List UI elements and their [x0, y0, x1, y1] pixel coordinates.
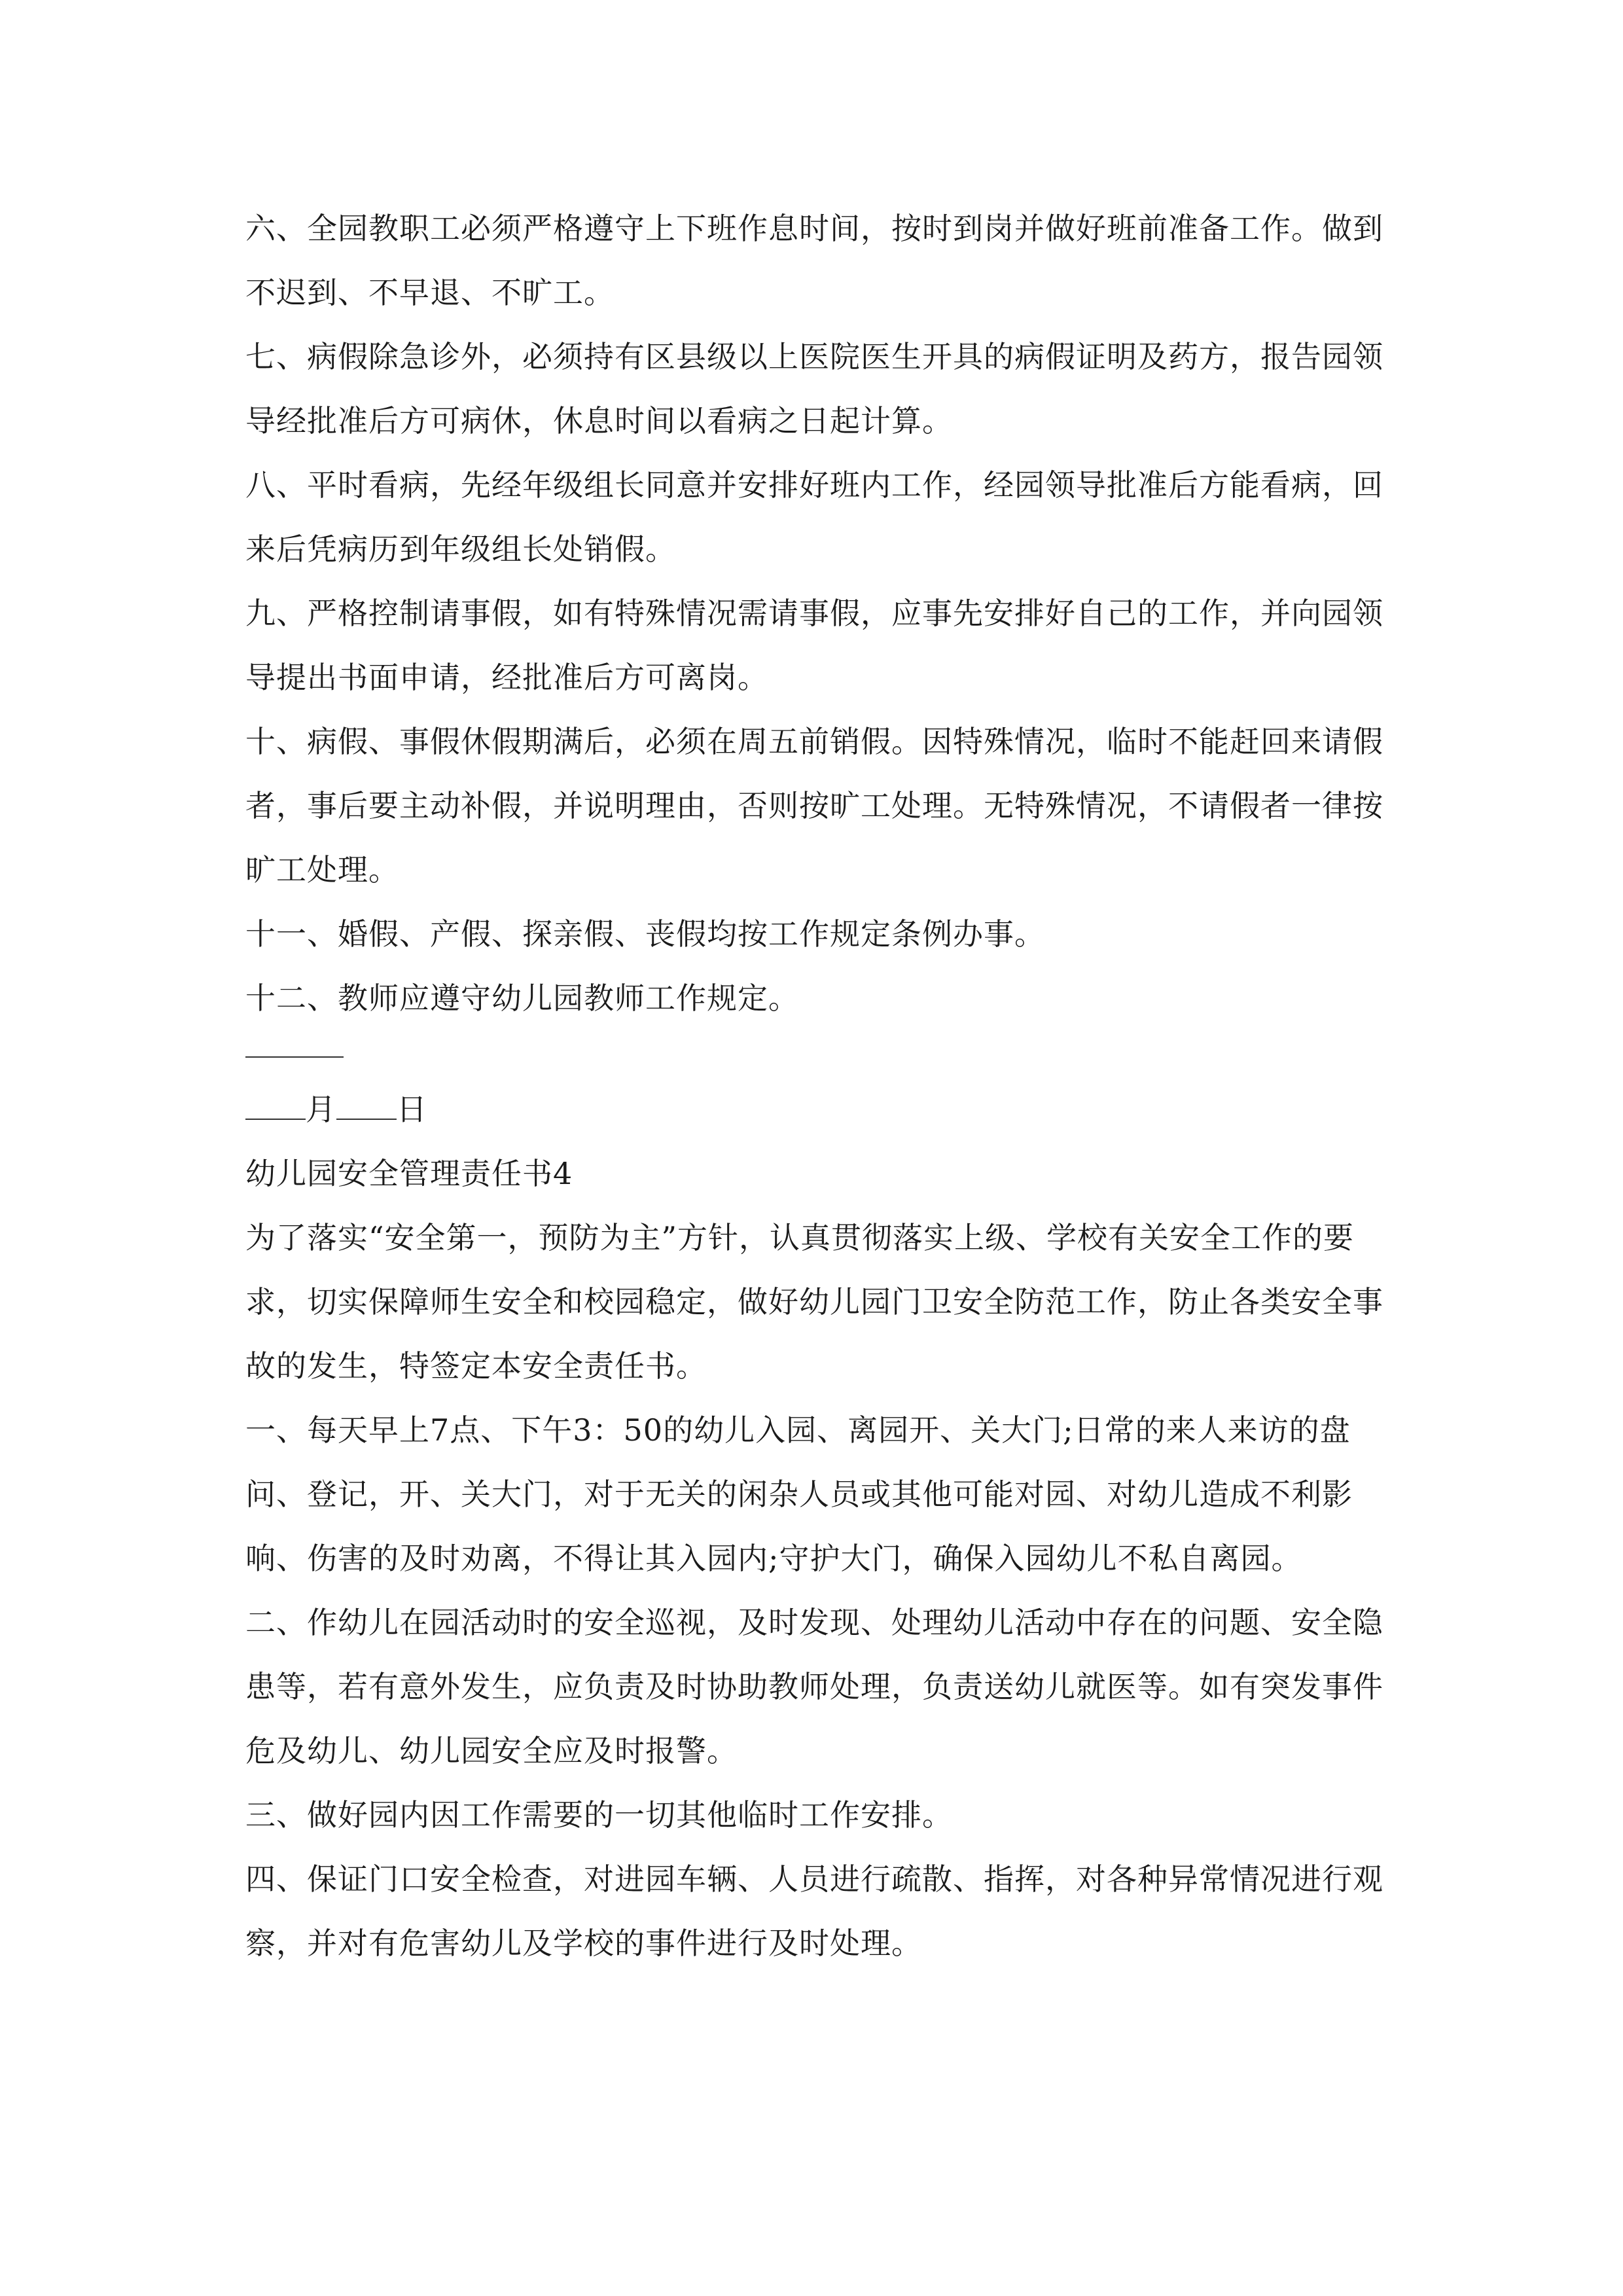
- day-blank: [336, 1092, 397, 1120]
- duty-paragraph-4: 四、保证门口安全检查，对进园车辆、人员进行疏散、指挥，对各种异常情况进行观察，并对有危害幼儿及学校的事件进行及时处理。: [245, 1861, 1383, 1961]
- signature-line: [245, 1056, 344, 1058]
- duty-paragraph-3: 三、做好园内因工作需要的一切其他临时工作安排。: [245, 1797, 953, 1833]
- rule-paragraph-10: 十、病假、事假休假期满后，必须在周五前销假。因特殊情况，临时不能赶回来请假者，事后要主动补假，并说明理由，否则按旷工处理。无特殊情况，不请假者一律按旷工处理。: [245, 724, 1383, 888]
- duty-paragraph-2: 二、作幼儿在园活动时的安全巡视，及时发现、处理幼儿活动中存在的问题、安全隐患等，若有意外发生，应负责及时协助教师处理，负责送幼儿就医等。如有突发事件危及幼儿、幼儿园安全应及时报警。: [245, 1605, 1383, 1768]
- section-title: 幼儿园安全管理责任书4: [245, 1156, 573, 1191]
- duty-paragraph-1: 一、每天早上7点、下午3：50的幼儿入园、离园开、关大门;日常的来人来访的盘问、登记，开、关大门，对于无关的闲杂人员或其他可能对园、对幼儿造成不利影响、伤害的及时劝离，不得让其入园内;守护大门，确保入园幼儿不私自离园。: [245, 1412, 1353, 1576]
- rule-paragraph-9: 九、严格控制请事假，如有特殊情况需请事假，应事先安排好自己的工作，并向园领导提出书面申请，经批准后方可离岗。: [245, 596, 1383, 695]
- date-line: [245, 1077, 1384, 1141]
- rule-paragraph-8: 八、平时看病，先经年级组长同意并安排好班内工作，经园领导批准后方能看病，回来后凭病历到年级组长处销假。: [245, 467, 1383, 567]
- rule-paragraph-6: 六、全园教职工必须严格遵守上下班作息时间，按时到岗并做好班前准备工作。做到不迟到、不早退、不旷工。: [245, 211, 1383, 310]
- document-body: [245, 196, 1384, 1975]
- month-blank: [245, 1092, 306, 1120]
- rule-paragraph-11: 十一、婚假、产假、探亲假、丧假均按工作规定条例办事。: [245, 916, 1045, 952]
- month-label: 月: [306, 1092, 336, 1127]
- rule-paragraph-7: 七、病假除急诊外，必须持有区县级以上医院医生开具的病假证明及药方，报告园领导经批准后方可病休，休息时间以看病之日起计算。: [245, 339, 1383, 439]
- intro-paragraph: 为了落实“安全第一，预防为主”方针，认真贯彻落实上级、学校有关安全工作的要求，切实保障师生安全和校园稳定，做好幼儿园门卫安全防范工作，防止各类安全事故的发生，特签定本安全责任书。: [245, 1220, 1383, 1384]
- day-label: 日: [397, 1092, 427, 1127]
- rule-paragraph-12: 十二、教师应遵守幼儿园教师工作规定。: [245, 980, 799, 1016]
